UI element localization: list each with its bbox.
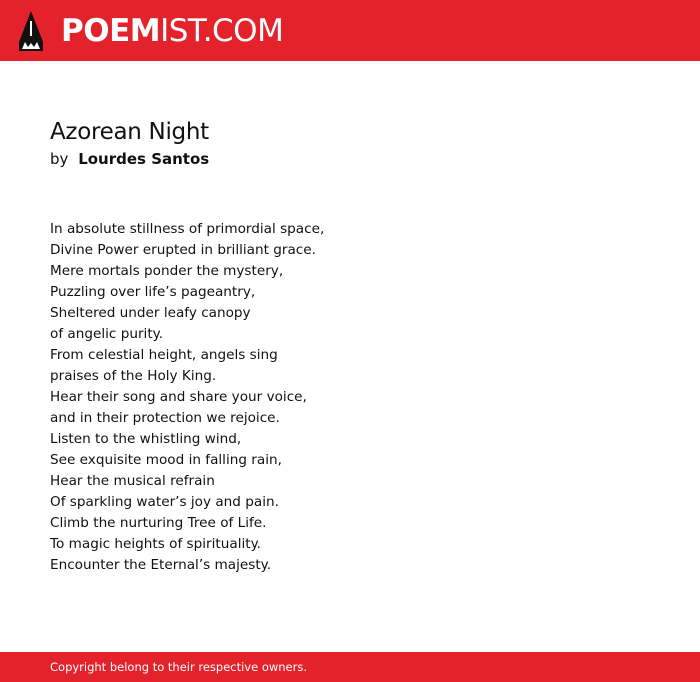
poem-body (50, 219, 324, 576)
poem-line: Hear their song and share your voice, (50, 389, 307, 405)
brand-name-light: IST.COM (160, 13, 284, 49)
author-name: Lourdes Santos (78, 150, 210, 168)
poem-line: praises of the Holy King. (50, 368, 217, 384)
poem-line: Listen to the whistling wind, (50, 431, 242, 447)
by-label: by (50, 150, 69, 168)
poem-title: Azorean Night (50, 119, 209, 145)
brand-name-bold: POEM (61, 13, 161, 49)
poem-line: Puzzling over life’s pageantry, (50, 284, 256, 300)
poem-line: and in their protection we rejoice. (50, 410, 280, 426)
poem-line: Divine Power erupted in brilliant grace. (50, 242, 316, 258)
poem-line: Of sparkling water’s joy and pain. (50, 494, 279, 510)
poem-line: Climb the nurturing Tree of Life. (50, 515, 267, 531)
poem-line: In absolute stillness of primordial space, (50, 221, 325, 237)
poem-line: From celestial height, angels sing (50, 347, 278, 363)
poem-line: See exquisite mood in falling rain, (50, 452, 282, 468)
poem-line: Encounter the Eternal’s majesty. (50, 557, 272, 573)
site-header (0, 0, 700, 61)
site-logo-text[interactable] (61, 11, 283, 51)
byline (50, 148, 209, 170)
poem-line: Sheltered under leafy canopy (50, 305, 251, 321)
poem-line: Mere mortals ponder the mystery, (50, 263, 284, 279)
poem-line: Hear the musical refrain (50, 473, 215, 489)
copyright-notice: Copyright belong to their respective owners. (50, 660, 308, 674)
site-footer (0, 652, 700, 682)
pen-nib-icon[interactable] (18, 10, 44, 52)
poem-line: To magic heights of spirituality. (50, 536, 261, 552)
poem-line: of angelic purity. (50, 326, 164, 342)
